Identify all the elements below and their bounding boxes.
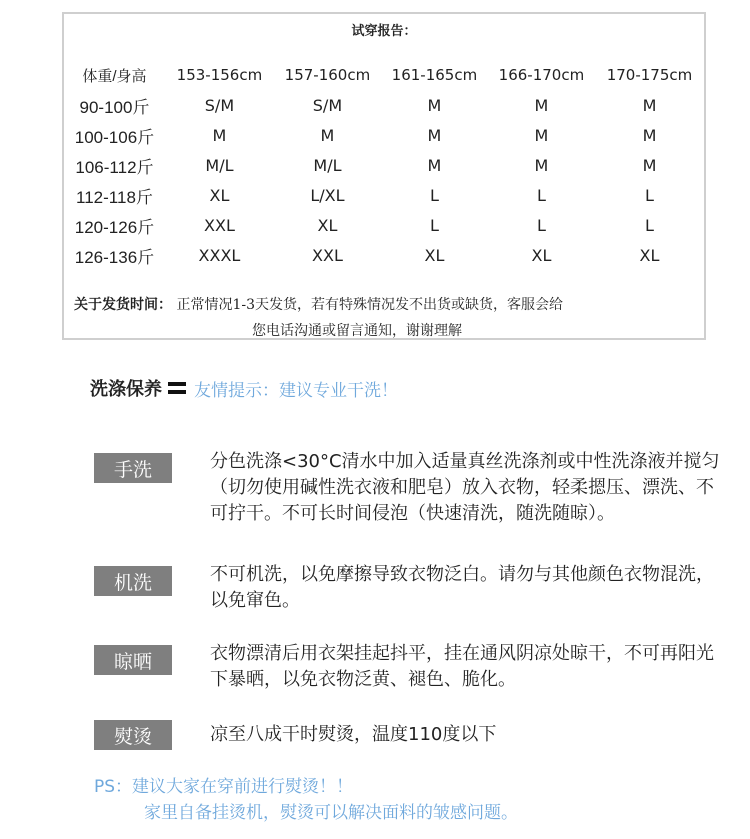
care-title: 洗涤保养 [90, 379, 162, 400]
size-cell: L [536, 185, 546, 205]
size-cell: XL [531, 245, 552, 265]
header-cell: 161-165cm [391, 66, 478, 84]
table-row [64, 210, 704, 240]
weight-cell: 120-126斤 [74, 217, 155, 237]
weight-cell: 112-118斤 [76, 187, 153, 207]
header-cell: 体重/身高 [82, 67, 147, 85]
size-cell: M/L [205, 155, 234, 175]
weight-cell: 106-112斤 [75, 157, 154, 177]
care-label-hand-wash: 手洗 [94, 453, 172, 483]
size-cell: M [427, 95, 442, 115]
size-cell: M [320, 125, 335, 145]
size-cell: M [534, 125, 549, 145]
equals-icon [168, 381, 186, 395]
size-cell: XXL [312, 245, 343, 265]
care-label-machine-wash: 机洗 [94, 566, 172, 596]
size-cell: L [536, 215, 546, 235]
size-cell: XL [317, 215, 338, 235]
weight-cell: 90-100斤 [79, 97, 150, 117]
weight-cell: 100-106斤 [74, 127, 155, 147]
care-header [90, 374, 398, 402]
size-cell: M [427, 155, 442, 175]
table-header-row [64, 60, 704, 90]
size-cell: M [427, 125, 442, 145]
size-cell: M [534, 95, 549, 115]
care-text-hand-wash: 分色洗涤<30°C清水中加入适量真丝洗涤剂或中性洗涤液并搅匀（切勿使用碱性洗衣液和肥皂）放入衣物，轻柔摁压、漂洗、不可拧干。不可长时间侵泡（快速清洗，随洗随晾）。 [210, 451, 720, 524]
size-cell: L [645, 215, 654, 235]
size-cell: M [642, 125, 657, 145]
report-title: 试穿报告： [351, 24, 417, 39]
size-cell: L [429, 215, 439, 235]
shipping-line-1: 正常情况1-3天发货，若有特殊情况发不出货或缺货，客服会给 [176, 297, 563, 313]
size-cell: M [642, 155, 657, 175]
size-cell: M [534, 155, 549, 175]
header-cell: 166-170cm [498, 66, 585, 84]
size-cell: XL [424, 245, 445, 265]
care-text-machine-wash: 不可机洗，以免摩擦导致衣物泛白。请勿与其他颜色衣物混洗，以免窜色。 [210, 564, 714, 611]
size-cell: XL [639, 245, 660, 265]
size-cell: L [429, 185, 439, 205]
size-cell: L [645, 185, 654, 205]
size-cell: M/L [313, 155, 342, 175]
care-text-drying: 衣物漂清后用衣架挂起抖平，挂在通风阴凉处晾干，不可再阳光下暴晒，以免衣物泛黄、褪色、脆化。 [210, 643, 714, 690]
care-tip: 友情提示：建议专业干洗！ [194, 380, 398, 401]
header-cell: 153-156cm [176, 66, 263, 84]
shipping-note [74, 292, 698, 344]
table-row [64, 180, 704, 210]
size-cell: XL [209, 185, 230, 205]
table-row [64, 240, 704, 270]
header-cell: 157-160cm [284, 66, 371, 84]
care-label-ironing: 熨烫 [94, 720, 172, 750]
header-cell: 170-175cm [606, 66, 693, 84]
size-report-box [62, 12, 706, 340]
table-row [64, 150, 704, 180]
shipping-line-2: 您电话沟通或留言通知，谢谢理解 [252, 323, 462, 339]
table-row [64, 90, 704, 120]
weight-cell: 126-136斤 [74, 247, 155, 267]
shipping-label: 关于发货时间： [74, 297, 172, 313]
size-table [64, 60, 704, 270]
size-cell: M [212, 125, 227, 145]
care-text-ironing: 凉至八成干时熨烫，温度110度以下 [210, 724, 497, 745]
size-cell: XXXL [198, 245, 241, 265]
table-row [64, 120, 704, 150]
size-cell: S/M [312, 95, 343, 115]
care-label-drying: 晾晒 [94, 645, 172, 675]
size-cell: XXL [204, 215, 235, 235]
size-cell: M [642, 95, 657, 115]
ps-note [94, 774, 714, 826]
size-cell: S/M [204, 95, 235, 115]
size-cell: L/XL [310, 185, 345, 205]
ps-line-1: PS：建议大家在穿前进行熨烫！！ [94, 777, 354, 797]
ps-line-2: 家里自备挂烫机，熨烫可以解决面料的皱感问题。 [144, 803, 518, 823]
